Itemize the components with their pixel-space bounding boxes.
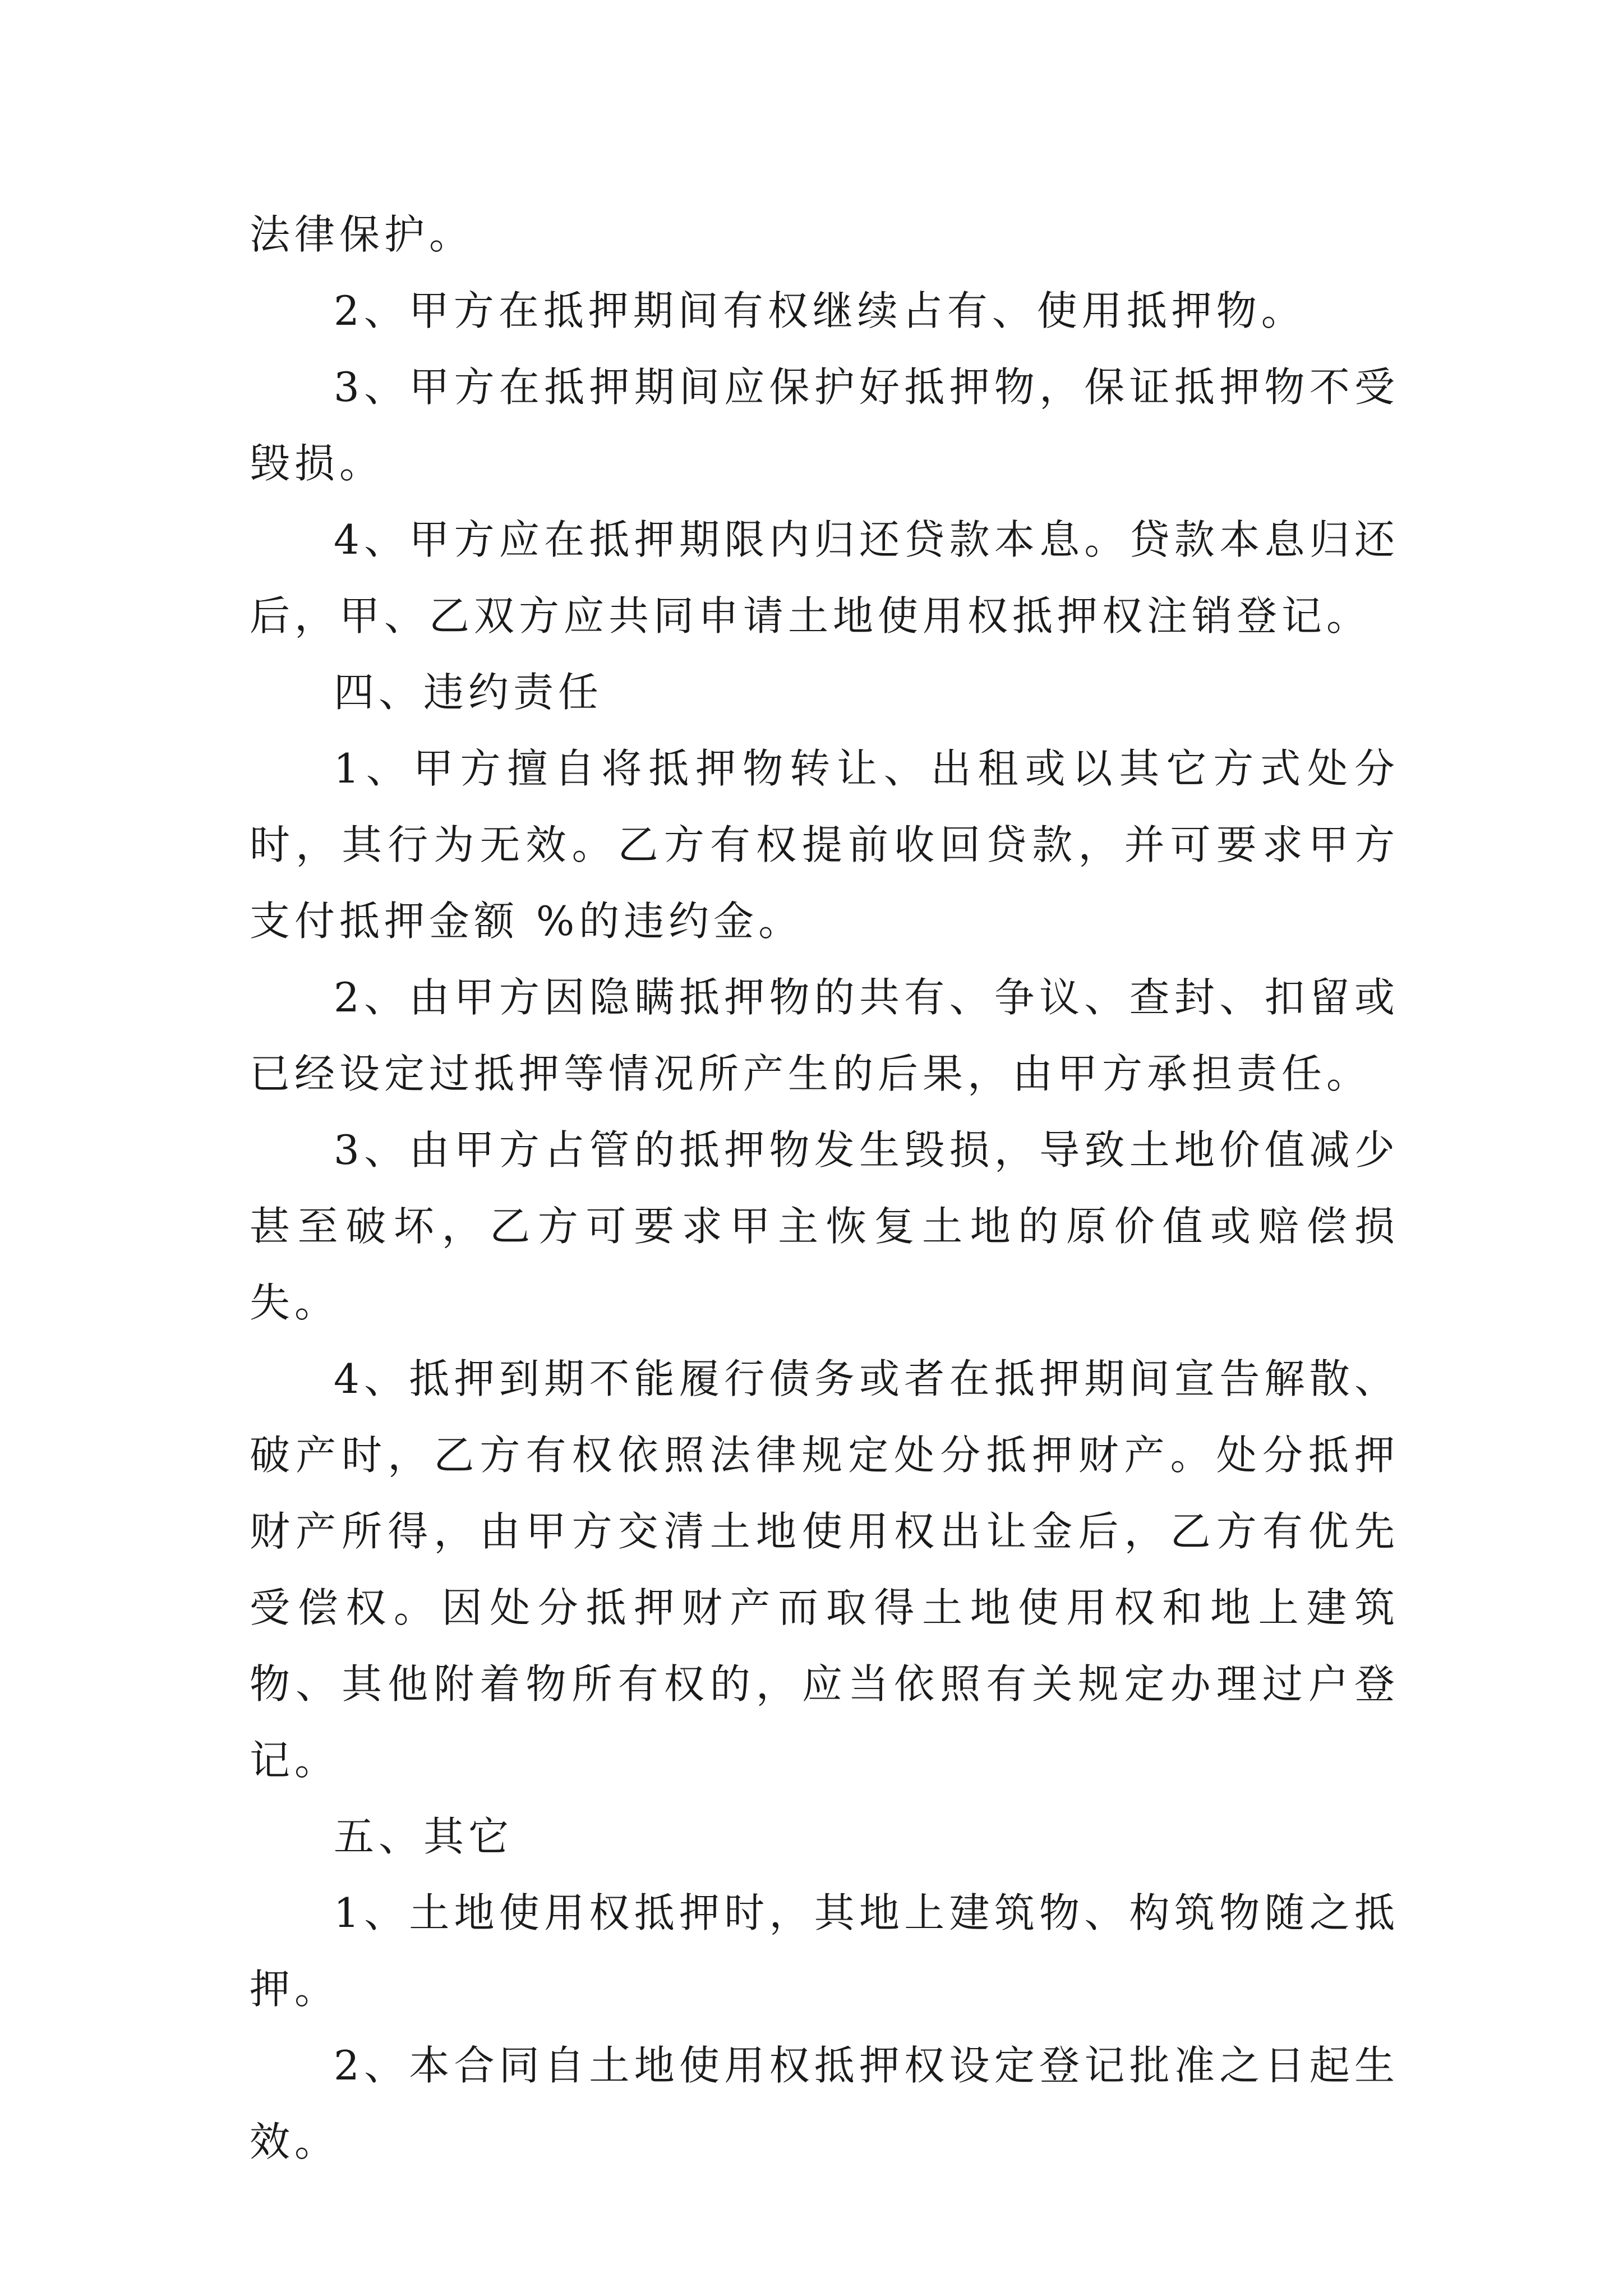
paragraph-clause-4-3: 3、由甲方占管的抵押物发生毁损，导致土地价值减少甚至破坏，乙方可要求甲主恢复土地的原价值或赔偿损失。	[250, 1126, 1399, 1326]
paragraph-clause-5-1: 1、土地使用权抵押时，其地上建筑物、构筑物随之抵押。	[250, 1889, 1399, 2013]
paragraph-clause-5-2: 2、本合同自土地使用权抵押权设定登记批准之日起生效。	[250, 2042, 1399, 2165]
paragraph-clause-4-1: 1、甲方擅自将抵押物转让、出租或以其它方式处分时，其行为无效。乙方有权提前收回贷款，并可要求甲方支付抵押金额 %的违约金。	[250, 745, 1399, 945]
paragraph-continuation: 法律保护。	[250, 211, 474, 258]
paragraph-clause-3-4: 4、甲方应在抵押期限内归还贷款本息。贷款本息归还后，甲、乙双方应共同申请土地使用权抵押权注销登记。	[250, 516, 1399, 639]
section-heading-breach-liability: 四、违约责任	[334, 669, 603, 716]
section-heading-other: 五、其它	[334, 1813, 514, 1860]
paragraph-clause-4-4: 4、抵押到期不能履行债务或者在抵押期间宣告解散、破产时，乙方有权依照法律规定处分抵押财产。处分抵押财产所得，由甲方交清土地使用权出让金后，乙方有优先受偿权。因处分抵押财产而取得土地使用权和地上建筑物、其他附着物所有权的，应当依照有关规定办理过户登记。	[250, 1355, 1399, 1784]
paragraph-clause-4-2: 2、由甲方因隐瞒抵押物的共有、争议、查封、扣留或已经设定过抵押等情况所产生的后果，由甲方承担责任。	[250, 974, 1399, 1097]
paragraph-clause-3-2: 2、甲方在抵押期间有权继续占有、使用抵押物。	[334, 287, 1306, 334]
paragraph-clause-3-3: 3、甲方在抵押期间应保护好抵押物，保证抵押物不受毁损。	[250, 364, 1399, 487]
document-body	[250, 196, 1399, 2180]
